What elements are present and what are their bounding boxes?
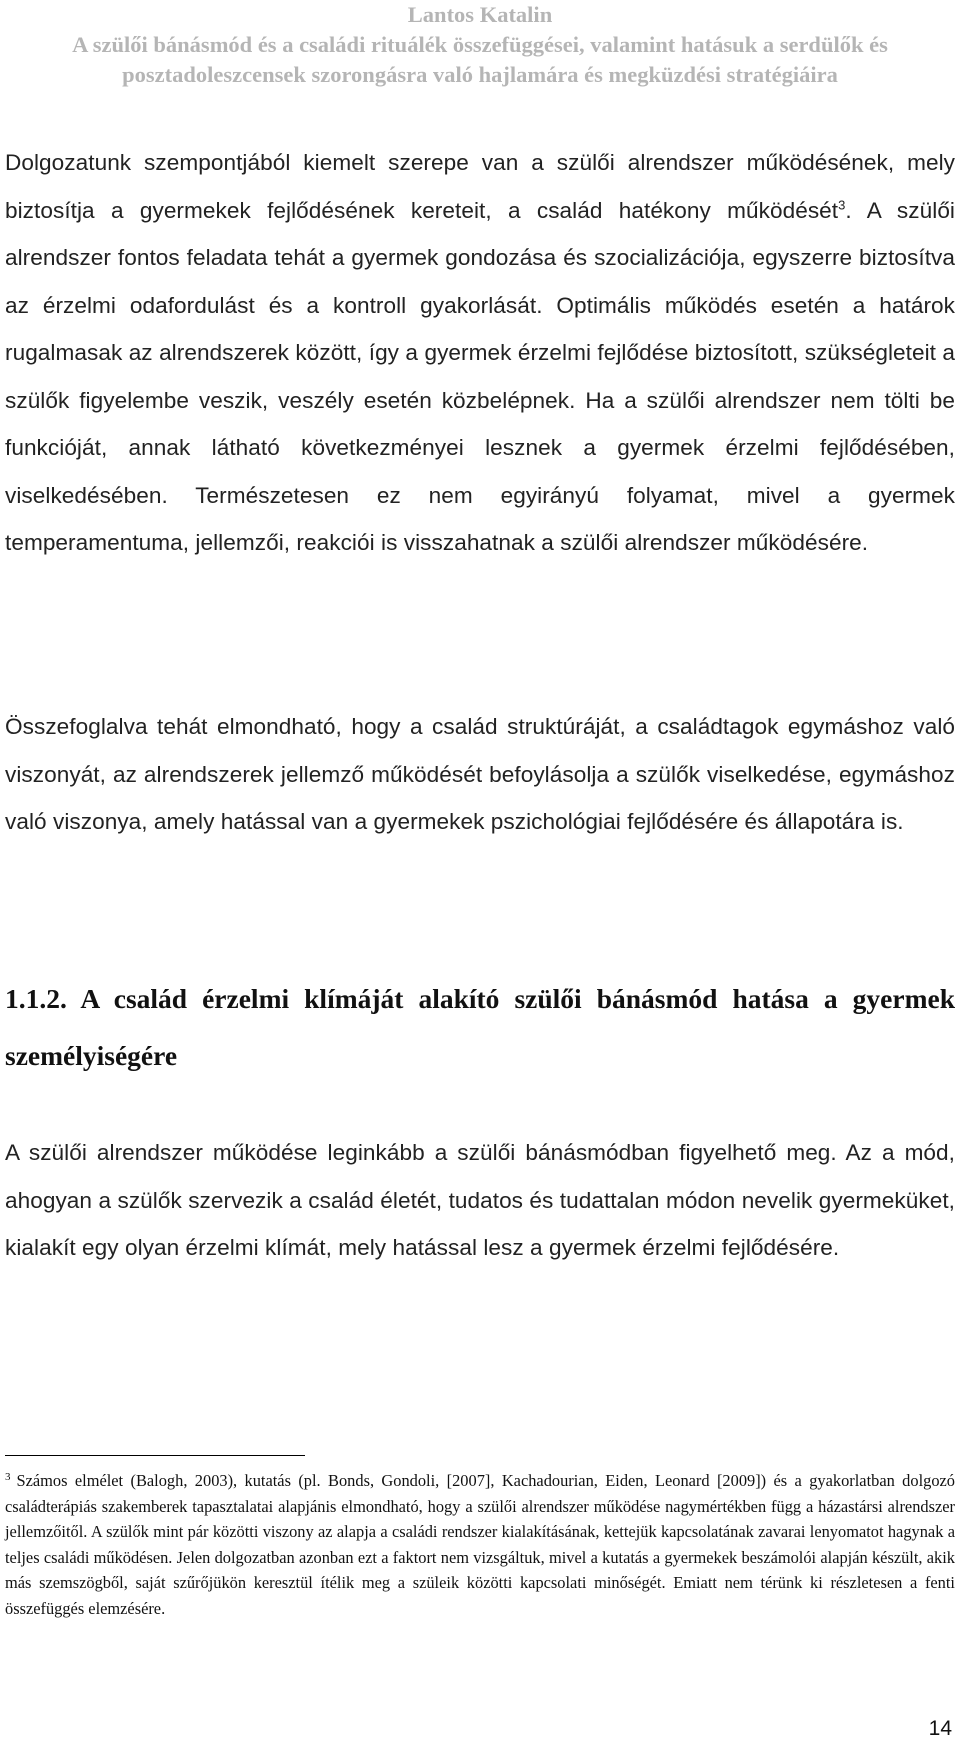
section-heading: 1.1.2. A család érzelmi klímáját alakító szülői bánásmód hatása a gyermek személyiségére <box>5 983 955 1071</box>
page-number: 14 <box>928 1717 952 1740</box>
header-author: Lantos Katalin <box>407 2 553 27</box>
footnote-mark: 3 <box>5 1470 11 1483</box>
header-title: A szülői bánásmód és a családi rituálék összefüggései, valamint hatásuk a serdülők és posztadoleszcensek szorongásra való hajlamára és megküzdési stratégiáira <box>72 32 888 87</box>
body-paragraph-1 <box>5 139 955 567</box>
paragraph-1-text-a: Dolgozatunk szempontjából kiemelt szerepe van a szülői alrendszer működésének, mely biztosítja a gyermekek fejlődésének kereteit, a család hatékony működését <box>5 150 955 223</box>
running-header <box>0 0 960 90</box>
footnote-text: Számos elmélet (Balogh, 2003), kutatás (pl. Bonds, Gondoli, [2007], Kachadourian, Eiden, Leonard [2009]) és a gyakorlatban dolgozó családterápiás szakemberek tapasztalatai alapjánis elmondható, hogy a szülői alrendszer működése nagymértékben függ a házastársi alrendszer jellemzőitől. A szülők mint pár közötti viszony az alapja a családi rendszer kialakításának, kettejük kapcsolatának zavarai lenyomatot hagynak a teljes családi működésen. Jelen dolgozatban azonban ezt a faktort nem vizsgáltuk, mivel a kutatás a gyermekek beszámolói alapján készült, akik más szemszögből, saját szűrőjükön keresztül ítélik meg a szüleik közötti kapcsolati minőségét. Emiatt nem térünk ki részletesen a fenti összefüggés elemzésére. <box>5 1471 955 1618</box>
footnote-reference[interactable]: 3 <box>838 196 846 212</box>
footnote <box>5 1468 955 1621</box>
footnote-separator <box>5 1455 305 1456</box>
body-paragraph-2: Összefoglalva tehát elmondható, hogy a család struktúráját, a családtagok egymáshoz való viszonyát, az alrendszerek jellemző működését befoylásolja a szülők viselkedése, egymáshoz való viszonya, amely hatással van a gyermekek pszichológiai fejlődésére és állapotára is. <box>5 714 955 834</box>
paragraph-1-text-b: . A szülői alrendszer fontos feladata tehát a gyermek gondozása és szocializációja, egyszerre biztosítva az érzelmi odafordulást és a kontroll gyakorlását. Optimális működés esetén a határok rugalmasak az alrendszerek között, így a gyermek érzelmi fejlődése biztosított, szükségleteit a szülők figyelembe veszik, veszély esetén közbelépnek. Ha a szülői alrendszer nem tölti be funkcióját, annak látható következményei lesznek a gyermek érzelmi fejlődésében, viselkedésében. Természetesen ez nem egyirányú folyamat, mivel a gyermek temperamentuma, jellemzői, reakciói is visszahatnak a szülői alrendszer működésére. <box>5 197 955 555</box>
body-paragraph-3: A szülői alrendszer működése leginkább a szülői bánásmódban figyelhető meg. Az a mód, ahogyan a szülők szervezik a család életét, tudatos és tudattalan módon nevelik gyermeküket, kialakít egy olyan érzelmi klímát, mely hatással lesz a gyermek érzelmi fejlődésére. <box>5 1140 955 1260</box>
